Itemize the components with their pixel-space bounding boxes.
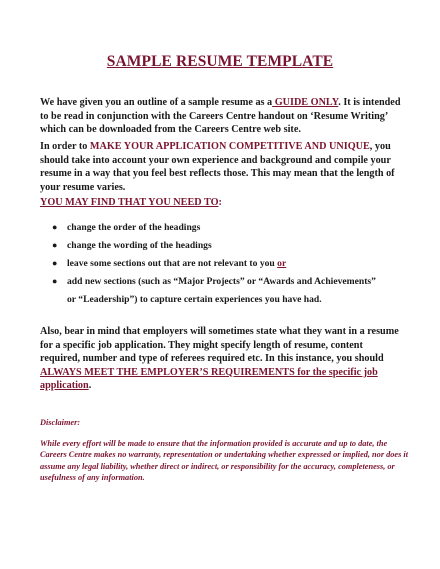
bullet-icon: ●	[52, 276, 58, 286]
order-text-end: , you should take into account your own experience and background and compile your resume in a way that you feel best reflects those. This may mean that the length of your resume varies.	[40, 141, 395, 193]
bullet-icon: ●	[52, 240, 58, 250]
requirements-text-end: .	[88, 380, 92, 392]
disclaimer-text: While every effort will be made to ensure that the information provided is accurate and up to date, the Careers Centre makes no warranty, representation or undertaking whether expressed or implied, nor does it assume any legal liability, whether direct or indirect, or responsibility for the accuracy, completeness, or usefulness of any information.	[40, 439, 409, 483]
list-item-text-group	[67, 258, 286, 269]
order-text: In order to	[40, 141, 90, 152]
bullet-icon: ●	[52, 258, 58, 268]
competitive-emphasis: MAKE YOUR APPLICATION COMPETITIVE AND UNIQUE	[89, 141, 370, 152]
bullet-continuation: or “Leadership”) to capture certain experiences you have had.	[67, 294, 322, 305]
intro-text: We have given you an outline of a sample resume as a	[40, 97, 273, 108]
disclaimer-label: Disclaimer:	[40, 418, 81, 427]
section-heading	[40, 197, 222, 208]
requirements-emphasis: ALWAYS MEET THE EMPLOYER’S REQUIREMENTS for the specific job application	[40, 366, 378, 392]
find-heading-text: YOU MAY FIND THAT YOU NEED TO	[40, 197, 219, 208]
requirements-paragraph	[40, 325, 405, 393]
list-item-text: leave some sections out that are not relevant to you	[67, 258, 278, 269]
bullet-icon: ●	[52, 222, 58, 232]
page-title: SAMPLE RESUME TEMPLATE	[106, 53, 334, 70]
list-item-text: change the wording of the headings	[67, 240, 212, 251]
or-emphasis: or	[277, 258, 287, 269]
intro-paragraph	[40, 96, 405, 137]
guide-only-emphasis: GUIDE ONLY	[272, 97, 339, 108]
requirements-text: Also, bear in mind that employers will sometimes state what they want in a resume for a specific job application. They might specify length of resume, content required, number and type of referees required etc. In this instance, you should	[40, 326, 399, 365]
intro-text-end: . It is intended to be read in conjunction with the Careers Centre handout on ‘Resume Writing’ which can be downloaded from the Careers Centre web site.	[40, 97, 401, 136]
competitive-paragraph	[40, 140, 405, 194]
find-heading-colon: :	[218, 197, 222, 208]
list-item-text: change the order of the headings	[67, 222, 201, 233]
list-item-text: add new sections (such as “Major Projects” or “Awards and Achievements”	[67, 276, 376, 287]
